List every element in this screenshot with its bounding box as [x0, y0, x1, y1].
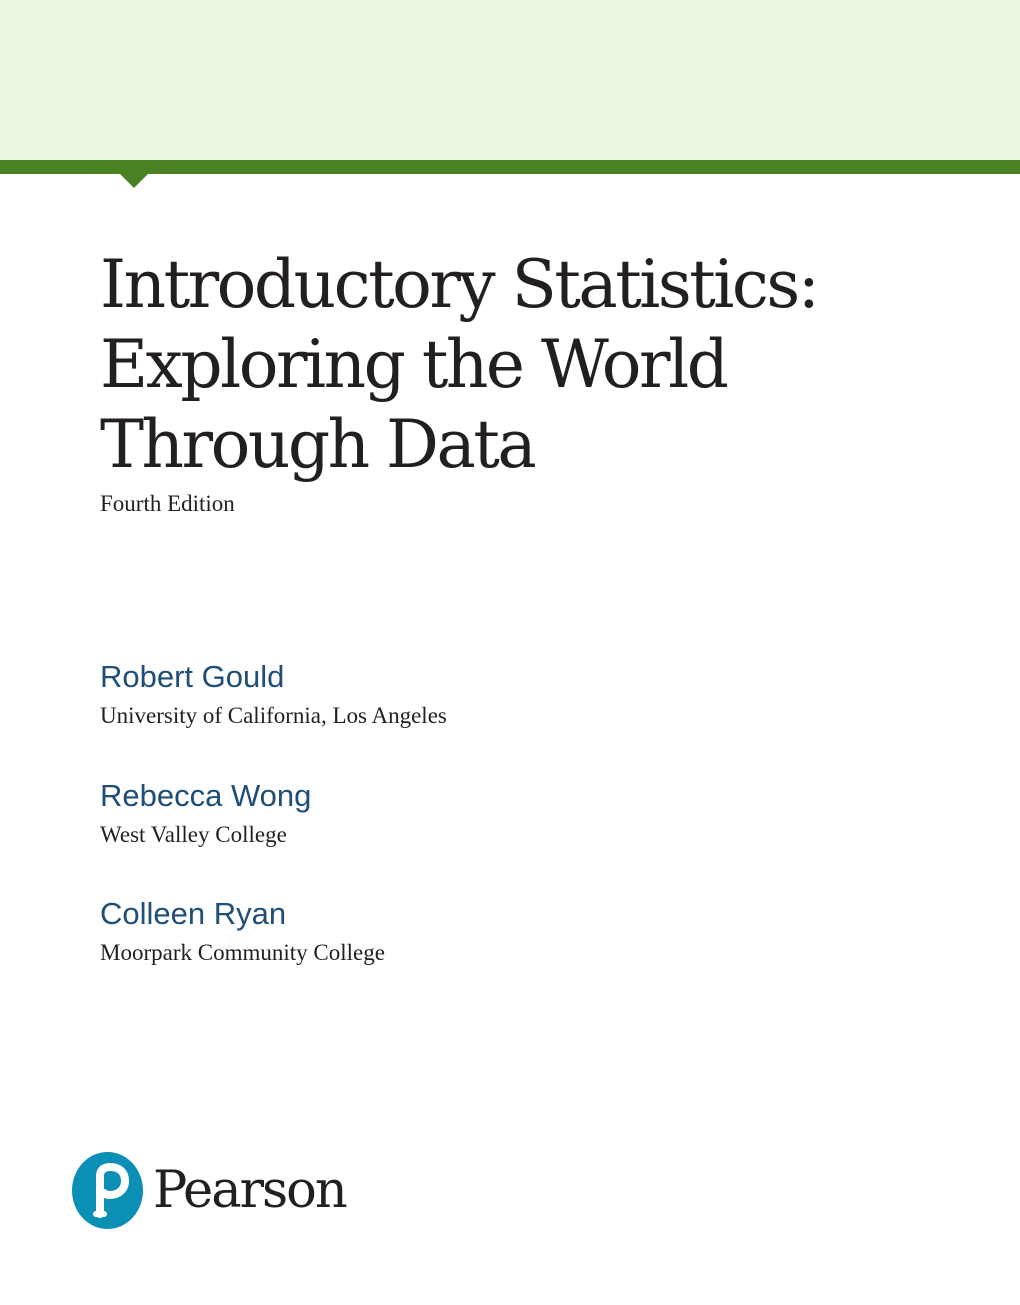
author-name: Colleen Ryan — [100, 896, 287, 931]
title-line-3: Through Data — [100, 406, 535, 483]
edition-label: Fourth Edition — [100, 491, 235, 516]
author-affiliation: University of California, Los Angeles — [100, 703, 447, 728]
author-block — [100, 896, 385, 966]
author-affiliation: West Valley College — [100, 822, 287, 847]
pearson-p-logo-icon — [72, 1152, 143, 1229]
author-block — [100, 659, 447, 729]
title-line-2: Exploring the World — [100, 326, 727, 403]
author-name: Robert Gould — [100, 659, 285, 694]
book-title — [100, 245, 817, 485]
top-color-band — [0, 0, 1020, 160]
author-block — [100, 778, 311, 848]
author-name: Rebecca Wong — [100, 778, 312, 813]
publisher-name: Pearson — [153, 1160, 346, 1220]
author-affiliation: Moorpark Community College — [100, 940, 385, 965]
title-line-1: Introductory Statistics: — [100, 246, 818, 323]
green-rule — [0, 160, 1020, 174]
rule-notch-icon — [119, 173, 149, 188]
publisher-logo — [72, 1152, 346, 1229]
